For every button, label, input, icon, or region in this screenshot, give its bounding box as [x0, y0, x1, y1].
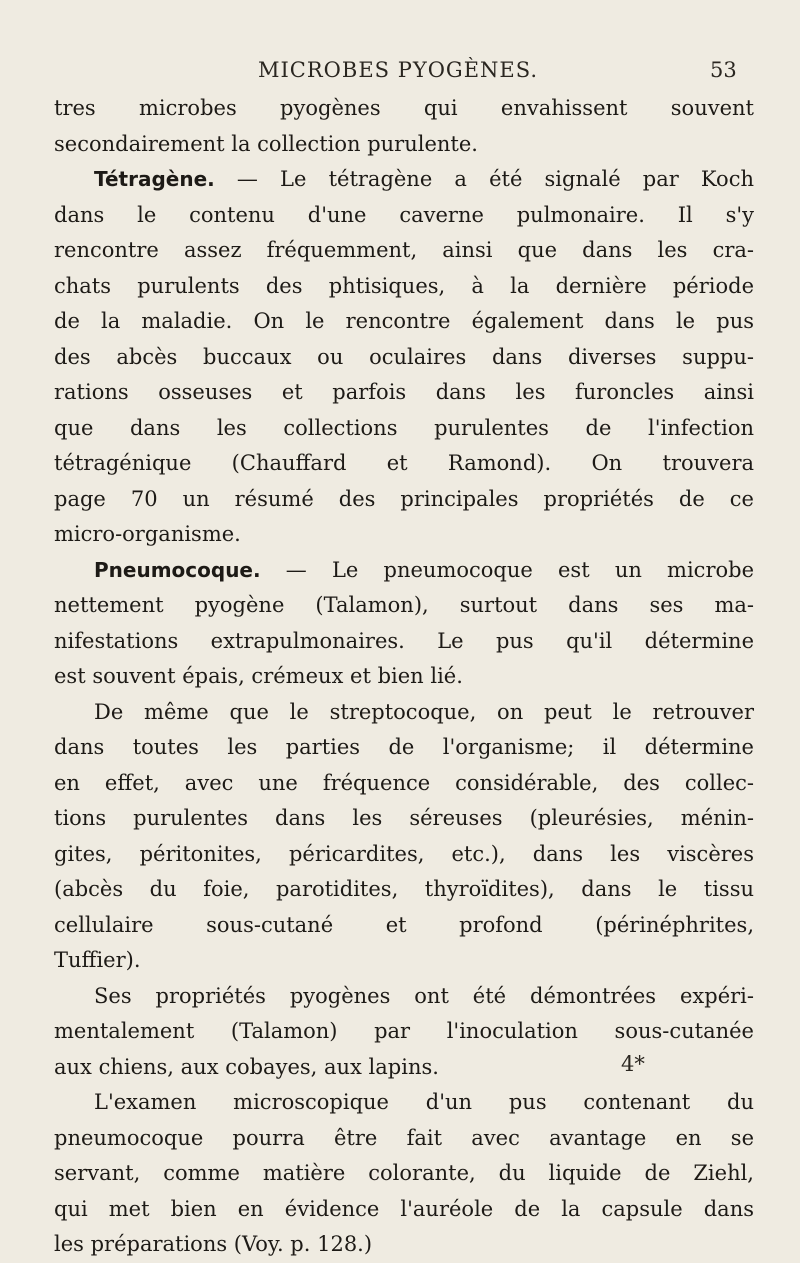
text-line: servant, comme matière colorante, du liquide de Ziehl, — [54, 1161, 754, 1185]
text-line: est souvent épais, crémeux et bien lié. — [54, 664, 463, 688]
text-line: dans le contenu d'une caverne pulmonaire. Il s'y — [54, 202, 754, 227]
body-text — [54, 91, 754, 1263]
text-line: dans toutes les parties de l'organisme; il détermine — [54, 735, 754, 759]
text-line: nifestations extrapulmonaires. Le pus qu'il détermine — [54, 628, 754, 653]
text-line: Tuffier). — [54, 948, 141, 972]
text-line: Tétragène. — Le tétragène a été signalé par Koch — [94, 167, 754, 191]
text-line: que dans les collections purulentes de l'infection — [54, 415, 754, 440]
running-head: MICROBES PYOGÈNES. — [258, 58, 539, 82]
text-line: micro-organisme. — [54, 522, 241, 546]
text-line: rations osseuses et parfois dans les furoncles ainsi — [54, 380, 754, 404]
text-line: tres microbes pyogènes qui envahissent souvent — [54, 96, 754, 120]
text-line: gites, péritonites, péricardites, etc.), dans les viscères — [54, 841, 754, 866]
text-line: De même que le streptocoque, on peut le retrouver — [94, 699, 754, 724]
text-line: les préparations (Voy. p. 128.) — [54, 1232, 373, 1256]
text-line: chats purulents des phtisiques, à la dernière période — [54, 273, 754, 298]
text-line: tétragénique (Chauffard et Ramond). On trouvera — [54, 451, 754, 475]
signature-mark: 4* — [621, 1052, 645, 1076]
text-line: L'examen microscopique d'un pus contenant du — [94, 1090, 754, 1114]
text-line: pneumocoque pourra être fait avec avantage en se — [54, 1125, 754, 1150]
text-line: des abcès buccaux ou oculaires dans diverses suppu- — [54, 344, 754, 369]
text-line: qui met bien en évidence l'auréole de la capsule dans — [54, 1196, 754, 1221]
text-line: de la maladie. On le rencontre également dans le pus — [54, 309, 754, 333]
text-line: secondairement la collection purulente. — [54, 131, 478, 156]
text-line: nettement pyogène (Talamon), surtout dans ses ma- — [54, 593, 754, 617]
text-line: rencontre assez fréquemment, ainsi que dans les cra- — [54, 238, 754, 262]
text-line: cellulaire sous-cutané et profond (périnéphrites, — [54, 912, 754, 937]
page-number: 53 — [710, 58, 737, 82]
text-line: aux chiens, aux cobayes, aux lapins. — [54, 1054, 439, 1079]
section-heading-pneumocoque: Pneumocoque. — [94, 557, 261, 582]
text-line: page 70 un résumé des principales propriétés de ce — [54, 486, 754, 511]
text-line: Pneumocoque. — Le pneumocoque est un microbe — [94, 557, 754, 582]
text-line: (abcès du foie, parotidites, thyroïdites), dans le tissu — [54, 877, 754, 901]
text-line: en effet, avec une fréquence considérable, des collec- — [54, 770, 754, 795]
text-line: mentalement (Talamon) par l'inoculation sous-cutanée — [54, 1019, 754, 1043]
section-heading-tetragene: Tétragène. — [94, 167, 215, 191]
text-line: tions purulentes dans les séreuses (pleurésies, ménin- — [54, 806, 754, 830]
text-line: Ses propriétés pyogènes ont été démontrées expéri- — [94, 983, 754, 1008]
